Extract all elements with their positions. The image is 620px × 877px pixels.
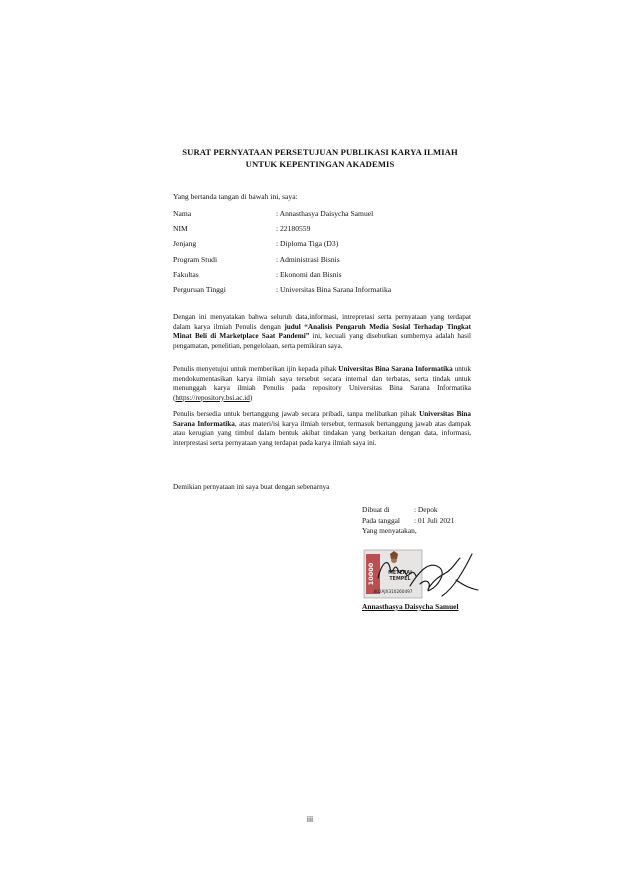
- field-row-program: [173, 255, 391, 270]
- stamp-and-signature: [360, 540, 490, 606]
- field-value: : 22180559: [276, 224, 311, 234]
- field-row-name: [173, 209, 391, 224]
- repository-link[interactable]: https://repository.bsi.ac.id: [175, 393, 250, 402]
- page-number: iii: [306, 815, 314, 824]
- paragraph-text: , atas materi/isi karya ilmiah tersebut, termasuk bertanggung jawab atas dampak atau kerugian yang timbul dalam bentuk akibat tindakan yang berkaitan dengan data, informasi, interprestasi serta pernyataan yang terdapat pada karya ilmiah saya ini.: [173, 419, 471, 447]
- university-name: Universitas Bina Sarana Informatika: [338, 365, 453, 373]
- signature-block: [362, 505, 454, 537]
- place-row: [362, 505, 454, 516]
- university-name: Universitas Bina Sarana Informatika: [173, 410, 471, 428]
- paragraph-text: Penulis bersedia untuk bertanggung jawab secara pribadi, tanpa melibatkan pihak: [173, 410, 420, 418]
- field-label: NIM: [173, 224, 188, 234]
- date-label: Pada tanggal: [362, 515, 400, 525]
- paragraph-text: Penulis menyetujui untuk memberikan ijin kepada pihak: [173, 365, 339, 373]
- field-value: : Diploma Tiga (D3): [276, 239, 339, 249]
- field-value: : Ekonomi dan Bisnis: [276, 269, 342, 279]
- date-value: : 01 Juli 2021: [414, 515, 455, 525]
- place-value: : Depok: [414, 505, 438, 514]
- field-label: Nama: [173, 209, 192, 218]
- statement-row: [362, 526, 454, 537]
- statement-label: Yang menyatakan,: [362, 526, 417, 535]
- closing-statement: Demikian pernyataan ini saya buat dengan sebenarnya: [173, 483, 330, 491]
- signer-name: Annasthasya Daisycha Samuel: [362, 602, 459, 611]
- field-value: : Administrasi Bisnis: [276, 254, 340, 264]
- field-row-university: [173, 285, 391, 300]
- title-line-2: UNTUK KEPENTINGAN AKADEMIS: [245, 159, 395, 169]
- statement-paragraph-3: [173, 410, 471, 448]
- field-value: : Universitas Bina Sarana Informatika: [276, 284, 392, 294]
- field-row-faculty: [173, 270, 391, 285]
- stamp-label-1: METERAI: [388, 571, 412, 576]
- field-label: Fakultas: [173, 269, 199, 279]
- statement-paragraph-2: [173, 365, 471, 403]
- meterai-stamp-icon: [364, 550, 422, 598]
- stamp-amount: 10000: [367, 562, 375, 586]
- stamp-label-2: TEMPEL: [389, 577, 411, 582]
- field-label: Program Studi: [173, 254, 218, 264]
- field-label: Perguruan Tinggi: [173, 284, 226, 294]
- field-row-level: [173, 239, 391, 254]
- field-label: Jenjang: [173, 239, 197, 249]
- identity-fields: [173, 209, 391, 300]
- date-row: [362, 516, 454, 527]
- thesis-title: judul “Analisis Pengaruh Media Sosial Terhadap Tingkat Minat Beli di Marketplace Saat Pandemi”: [173, 322, 471, 341]
- paragraph-text: ): [249, 393, 253, 402]
- stamp-code: 802AJX310260497: [373, 589, 413, 594]
- field-value: : Annasthasya Daisycha Samuel: [276, 209, 374, 218]
- paragraph-text: Dengan ini menyatakan bahwa seluruh data,informasi, intrepretasi serta pernyataan yang terdapat dalam karya ilmiah Penulis dengan: [173, 313, 471, 331]
- paragraph-text: ini, kecuali yang disebutkan sumbernya adalah hasil pengamatan, penelitian, pengelolaan, serta pemikiran saya.: [173, 332, 471, 350]
- place-label: Dibuat di: [362, 505, 390, 514]
- document-title: [150, 146, 490, 170]
- statement-paragraph-1: [173, 313, 471, 351]
- title-line-1: SURAT PERNYATAAN PERSETUJUAN PUBLIKASI KARYA ILMIAH: [182, 147, 458, 157]
- paragraph-text: untuk mendokumentasikan karya ilmiah saya tersebut secara internal dan terbatas, serta tindak untuk menunggah karya ilmiah Penulis pada repository Universitas Bina Sarana Informatika (: [173, 365, 472, 402]
- intro-text: Yang bertanda tangan di bawah ini, saya:: [173, 192, 298, 201]
- field-row-nim: [173, 224, 391, 239]
